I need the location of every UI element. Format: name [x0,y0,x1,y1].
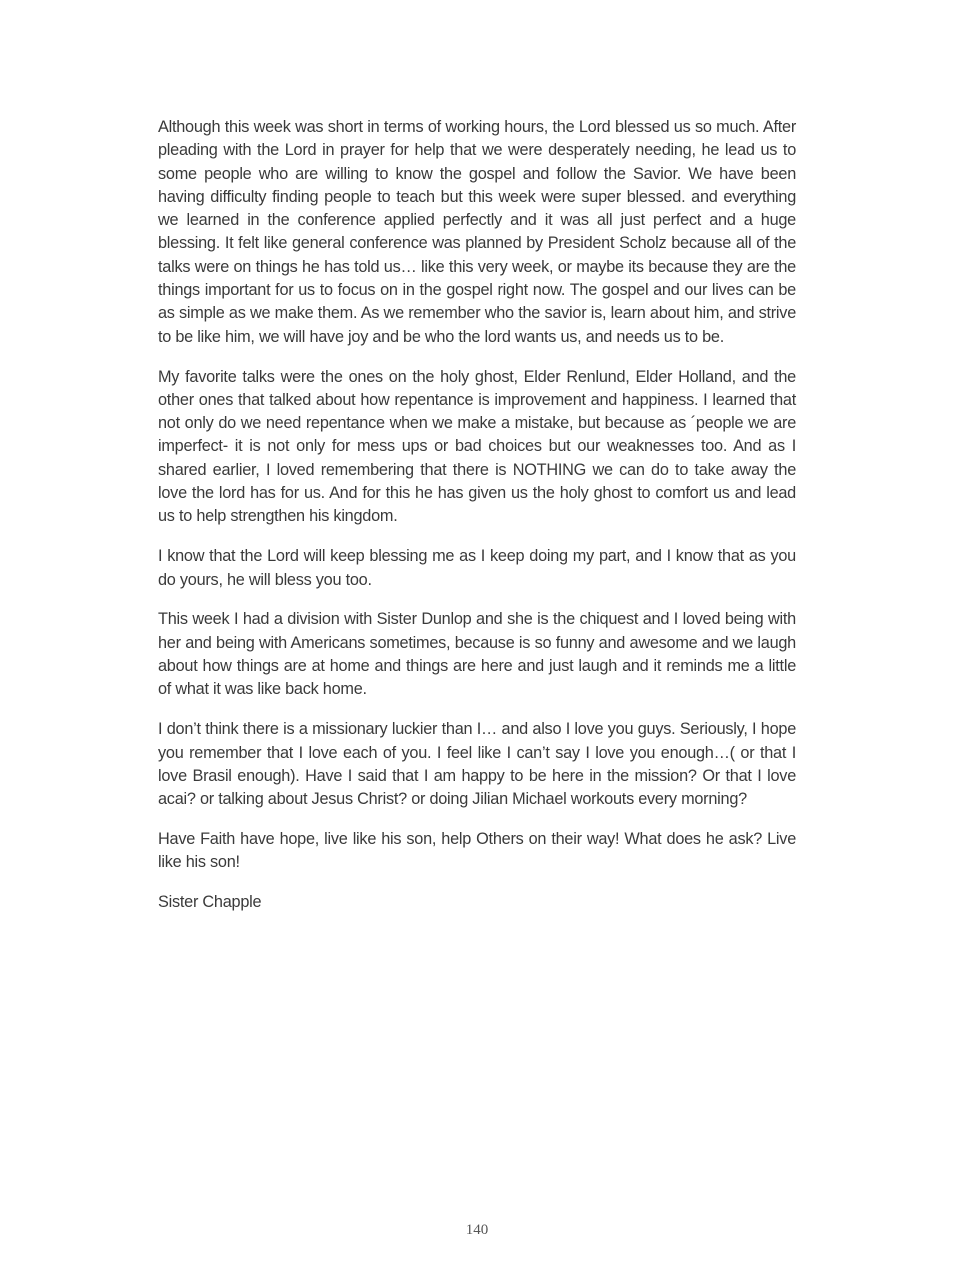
paragraph-2: My favorite talks were the ones on the holy ghost, Elder Renlund, Elder Holland, and the other ones that talked about how repentance is improvement and happiness. I learned that not only do we need repentance when we make a mistake, but because as ´people we are imperfect- it is not only for mess ups or bad choices but our weaknesses too. And as I shared earlier, I loved remembering that there is NOTHING we can do to take away the love the lord has for us. And for this he has given us the holy ghost to comfort us and lead us to help strengthen his kingdom. [158,367,796,526]
letter-body [158,116,796,931]
paragraph-4: This week I had a division with Sister Dunlop and she is the chiquest and I loved being with her and being with Americans sometimes, because is so funny and awesome and we laugh about how things are at home and things are here and just laugh and it reminds me a little of what it was like back home. [158,610,796,699]
paragraph-6: Have Faith have hope, live like his son, help Others on their way! What does he ask? Live like his son! [158,829,796,872]
paragraph-1: Although this week was short in terms of working hours, the Lord blessed us so much. After pleading with the Lord in prayer for help that we were desperately needing, he lead us to some people who are willing to know the gospel and follow the Savior. We have been having difficulty finding people to teach but this week were super blessed. and everything we learned in the conference applied perfectly and it was all just perfect and a huge blessing. It felt like general conference was planned by President Scholz because all of the talks were on things he has told us… like this very week, or maybe its because they are the things important for us to focus on in the gospel right now. The gospel and our lives can be as simple as we make them. As we remember who the savior is, learn about him, and strive to be like him, we will have joy and be who the lord wants us, and needs us to be. [158,118,796,346]
paragraph-5: I don’t think there is a missionary luckier than I… and also I love you guys. Seriously, I hope you remember that I love each of you. I feel like I can’t say I love you enough…( or that I love Brasil enough). Have I said that I am happy to be here in the mission? Or that I love acai? or talking about Jesus Christ? or doing Jilian Michael workouts every morning? [158,720,796,809]
paragraph-3: I know that the Lord will keep blessing me as I keep doing my part, and I know that as you do yours, he will bless you too. [158,547,796,589]
page-number: 140 [465,1222,489,1238]
signature: Sister Chapple [158,893,262,912]
